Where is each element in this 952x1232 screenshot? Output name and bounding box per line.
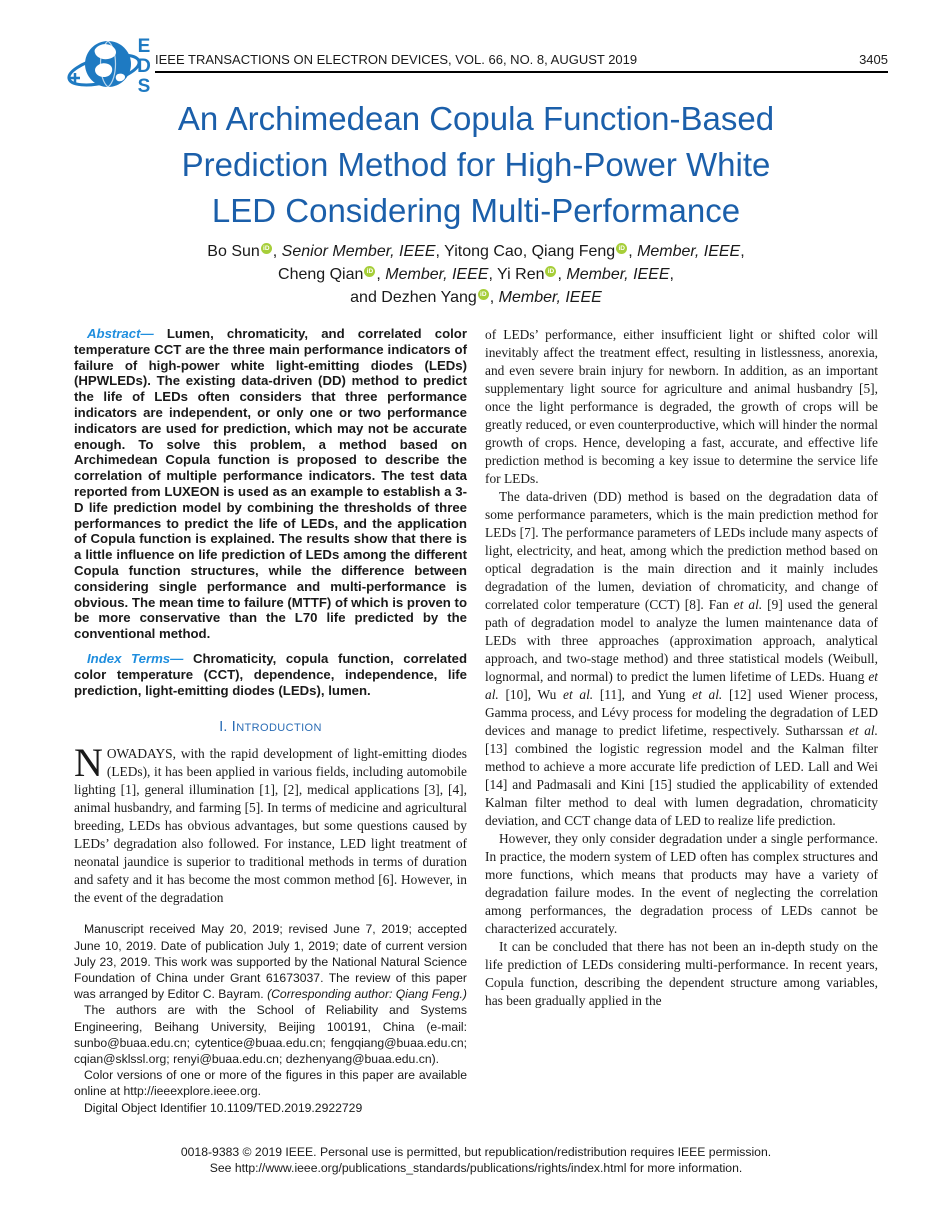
orcid-icon: iD <box>545 266 556 277</box>
footer-line-1: 0018-9383 © 2019 IEEE. Personal use is permitted, but republication/redistribution requires IEEE permission. <box>180 1145 772 1159</box>
author-line-3: and Dezhen Yang iD , Member, IEEE <box>350 289 602 306</box>
section-title: Introduction <box>231 718 322 736</box>
right-column <box>485 326 878 1144</box>
section-number: I. <box>219 718 228 736</box>
logo-letter-s: S <box>137 76 151 96</box>
right-paragraph-4: It can be concluded that there has not been an in-depth study on the life prediction of LEDs considering multi-performance. In recent years, Copula function, describing the dependent structure among variables, has been gradually applied in the <box>485 939 878 1008</box>
orcid-icon: iD <box>364 266 375 277</box>
logo-letter-d: D <box>137 56 151 77</box>
page-header <box>0 34 952 98</box>
first-page-footnotes <box>74 921 467 1115</box>
right-paragraph-1: of LEDs’ performance, either insufficient light or shifted color will inevitably affect the treatment effect, resulting in listlessness, anorexia, and even severe brain injury for newborn. In addition, as an important supplementary light source for agriculture and animal husbandry [5], once the light performance is degraded, the growth of crops will be greatly reduced, or even counterproductive, which will hinder the normal growth of crops. Hence, developing a fast, accurate, and effective life prediction method is becoming a key issue to determine the service life for LEDs. <box>485 327 878 486</box>
intro-paragraph-1-text: OWADAYS, with the rapid development of light-emitting diodes (LEDs), it has been applied in various fields, including automobile lighting [1], general illumination [1], [2], medical applications [3], [4], animal husbandry, and farming [5]. In terms of medicine and agricultural breeding, LEDs has obvious advantages, but some questions caused by LEDs’ degradation also followed. For instance, LED light treatment of neonatal jaundice is superior to traditional methods in terms of duration and safety and it has become the most common method [6]. However, in the event of the degradation <box>74 746 467 906</box>
orcid-icon: iD <box>478 289 489 300</box>
title-line-2: Prediction Method for High-Power White <box>181 146 771 183</box>
logo-letter-e: E <box>137 36 151 57</box>
left-column <box>74 326 467 1144</box>
orcid-icon: iD <box>616 243 627 254</box>
abstract-text: Lumen, chromaticity, and correlated color temperature CCT are the three main performance indicators of failure of high-power white light-emitting diodes (LEDs) (HPWLEDs). The existing data-driven (DD) method to predict the life of LEDs often considers that three performance indicators are independent, or only one or two performance indicators are used for prediction, which may not be accurate enough. To solve this problem, a method based on Archimedean Copula function is proposed to describe the correlation of multiple performance indicators. The test data reported from LUXEON is used as an example to establish a 3-D life prediction model by combining the thresholds of three performances to predict the life of LEDs, and the application of Copula function is explained. The results show that there is a little influence on life prediction of LEDs among the different Copula function structures, while the difference between considering single performance and multi-performance is obvious. The mean time to failure (MTTF) of which is proven to be more conservative than the L70 life predicted by the conventional method. <box>74 326 467 642</box>
index-terms-lead: Index Terms— <box>87 650 184 666</box>
section-heading-introduction <box>74 718 467 735</box>
ieee-eds-logo-icon <box>66 34 158 101</box>
abstract-paragraph <box>74 326 467 642</box>
footnote-doi: Digital Object Identifier 10.1109/TED.2019.2922729 <box>84 1100 363 1115</box>
orcid-icon: iD <box>261 243 272 254</box>
author-block <box>0 240 952 309</box>
footnote-color-versions: Color versions of one or more of the figures in this paper are available online at http://ieeexplore.ieee.org. <box>74 1068 467 1099</box>
journal-name: IEEE TRANSACTIONS ON ELECTRON DEVICES, VOL. 66, NO. 8, AUGUST 2019 <box>155 52 638 67</box>
title-line-1: An Archimedean Copula Function-Based <box>177 100 775 137</box>
abstract-lead: Abstract— <box>87 326 154 341</box>
paper-title <box>0 96 952 234</box>
intro-paragraph-1 <box>74 740 467 907</box>
author-line-2: Cheng Qian iD , Member, IEEE, Yi Ren iD , Member, IEEE, <box>278 266 674 283</box>
page-number: 3405 <box>859 52 888 67</box>
footer-line-2: See http://www.ieee.org/publications_standards/publications/rights/index.html for more information. <box>209 1161 743 1175</box>
two-column-body <box>74 326 878 1144</box>
index-terms-paragraph <box>74 651 467 698</box>
footnote-manuscript: Manuscript received May 20, 2019; revised June 7, 2019; accepted June 10, 2019. Date of publication July 1, 2019; date of current version July 23, 2019. This work was supported by the National Natural Science Foundation of China under Grant 61673037. The review of this paper was arranged by Editor C. Bayram. (Corresponding author: Qiang Feng.) <box>74 922 467 1002</box>
drop-cap: N <box>74 740 103 786</box>
right-paragraph-3: However, they only consider degradation under a single performance. In practice, the modern system of LED often has complex structures and more functions, which means that products may have a variety of degradation failure modes. In the event of neglecting the correlation among performances, the degradation process of LEDs cannot be characterized accurately. <box>485 831 878 936</box>
right-paragraph-2: The data-driven (DD) method is based on the degradation data of some performance parameters, which is the main prediction method for LEDs [7]. The performance parameters of LEDs include many aspects of light, electricity, and heat, among which the prediction method based on optical degradation is the main direction and it mainly includes degradation of the lumen, deviation of chromaticity, and change of correlated color temperature (CCT) [8]. Fan et al. [9] used the general path of degradation model to analyze the lumen maintenance data of LEDs with three approaches (approximation approach, analytical approach, and two-stage method) and three statistical models (Weibull, lognormal, and normal) to predict the lumen lifetime of LEDs. Huang et al. [10], Wu et al. [11], and Yung et al. [12] used Wiener process, Gamma process, and Lévy process for modeling the degradation of LED devices and manage to predict lifetime, respectively. Sutharssan et al. [13] combined the logistic regression model and the Kalman filter method to achieve a more accurate life prediction of LED. Lall and Wei [14] and Padmasali and Kini [15] studied the applicability of extended Kalman filter method to deal with lumen degradation, chromaticity deviation, and CCT change data of LED to realize life prediction. <box>485 489 878 828</box>
index-terms-text: Chromaticity, copula function, correlated color temperature (CCT), dependence, independence, life prediction, light-emitting diodes (LEDs), lumen. <box>74 650 467 698</box>
copyright-footer <box>0 1144 952 1176</box>
author-line-1: Bo Sun iD , Senior Member, IEEE, Yitong Cao, Qiang Feng iD , Member, IEEE, <box>207 243 745 260</box>
title-line-3: LED Considering Multi-Performance <box>211 192 741 229</box>
header-rule <box>155 71 888 73</box>
footnote-affiliation: The authors are with the School of Reliability and Systems Engineering, Beihang University, Beijing 100191, China (e-mail: sunbo@buaa.edu.cn; cytentice@buaa.edu.cn; fengqiang@buaa.edu.cn; cqian@sklssl.org; renyi@buaa.edu.cn; dezhenyang@buaa.edu.cn). <box>74 1003 467 1066</box>
